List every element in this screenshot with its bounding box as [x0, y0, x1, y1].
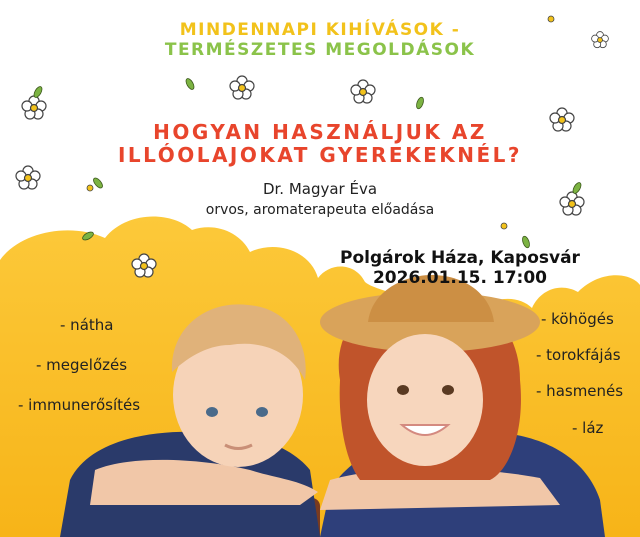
speaker-name: Dr. Magyar Éva [262, 180, 378, 198]
topic-right-1: - köhögés [541, 310, 614, 328]
subtitle-line-1: MINDENNAPI KIHÍVÁSOK - [179, 20, 461, 40]
title-line-2: ILLÓOLAJOKAT GYEREKEKNÉL? [117, 143, 522, 167]
event-datetime: 2026.01.15. 17:00 [372, 268, 548, 288]
topic-left-3: - immunerősítés [18, 396, 141, 414]
title-line-1: HOGYAN HASZNÁLJUK AZ [153, 120, 487, 144]
speaker-role: orvos, aromaterapeuta előadása [205, 202, 435, 218]
topic-right-2: - torokfájás [536, 346, 621, 364]
topic-right-3: - hasmenés [536, 382, 624, 400]
topic-left-2: - megelőzés [36, 356, 128, 374]
topic-right-4: - láz [572, 419, 604, 437]
event-venue: Polgárok Háza, Kaposvár [340, 248, 580, 268]
topic-left-1: - nátha [60, 316, 114, 334]
subtitle-line-2: TERMÉSZETES MEGOLDÁSOK [164, 40, 476, 60]
